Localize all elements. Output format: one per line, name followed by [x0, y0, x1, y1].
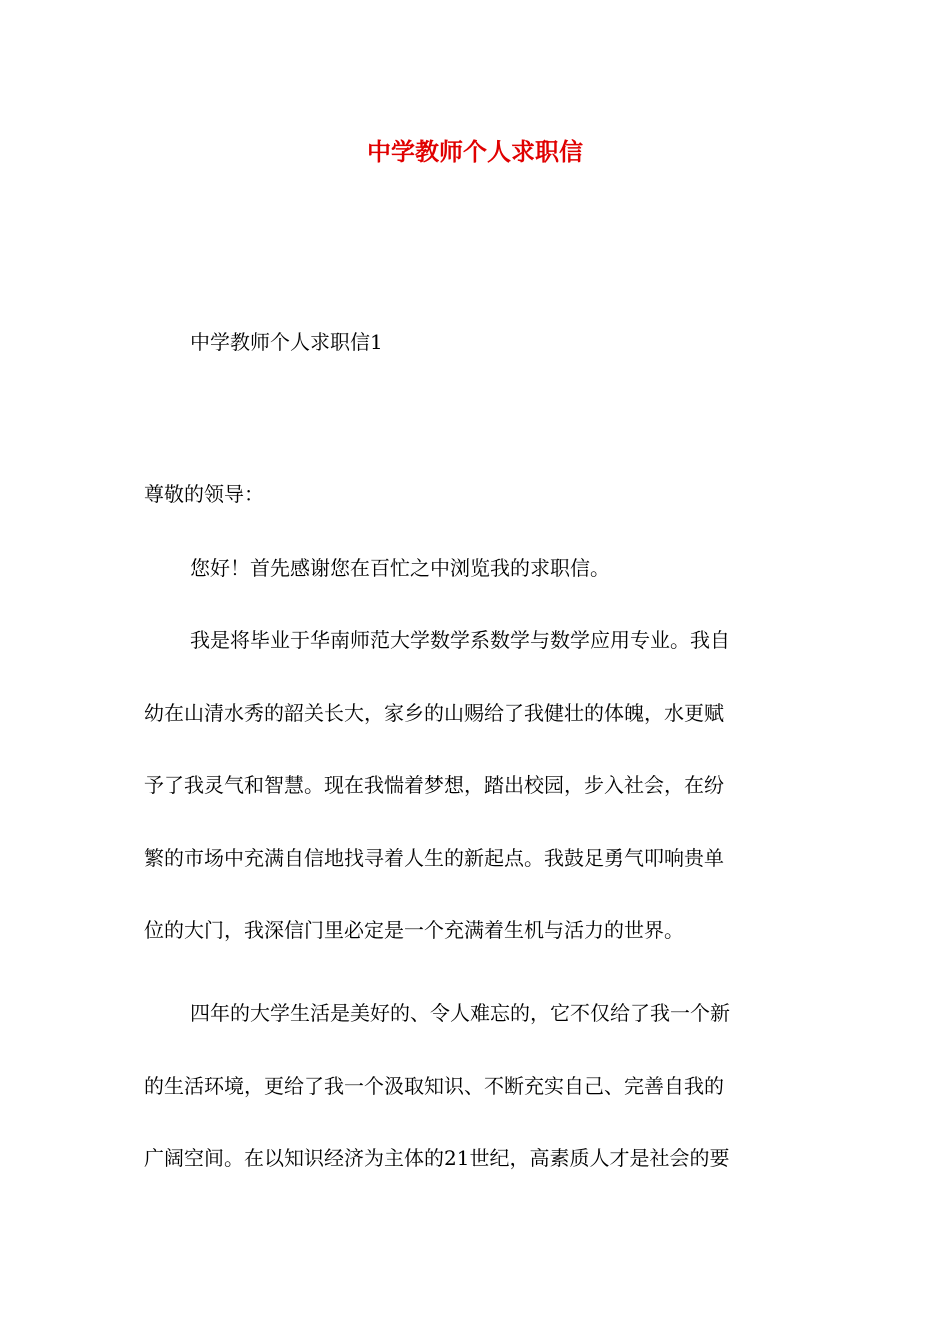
paragraph-line: 广阔空间。在以知识经济为主体的21世纪，高素质人才是社会的要: [144, 1146, 730, 1170]
paragraph-line: 繁的市场中充满自信地找寻着人生的新起点。我鼓足勇气叩响贵单: [144, 846, 724, 870]
paragraph-line: 您好！首先感谢您在百忙之中浏览我的求职信。: [190, 556, 610, 580]
paragraph-line: 的生活环境，更给了我一个汲取知识、不断充实自己、完善自我的: [144, 1074, 724, 1098]
paragraph-line: 我是将毕业于华南师范大学数学系数学与数学应用专业。我自: [190, 628, 730, 652]
document-title: 中学教师个人求职信: [367, 137, 583, 166]
paragraph-line: 四年的大学生活是美好的、令人难忘的，它不仅给了我一个新: [190, 1001, 730, 1025]
salutation: 尊敬的领导：: [144, 482, 264, 506]
paragraph-line: 予了我灵气和智慧。现在我惴着梦想，踏出校园，步入社会，在纷: [144, 773, 724, 797]
paragraph-line: 幼在山清水秀的韶关长大，家乡的山赐给了我健壮的体魄，水更赋: [144, 701, 724, 725]
section-heading: 中学教师个人求职信1: [190, 330, 383, 354]
paragraph-line: 位的大门，我深信门里必定是一个充满着生机与活力的世界。: [144, 918, 684, 942]
